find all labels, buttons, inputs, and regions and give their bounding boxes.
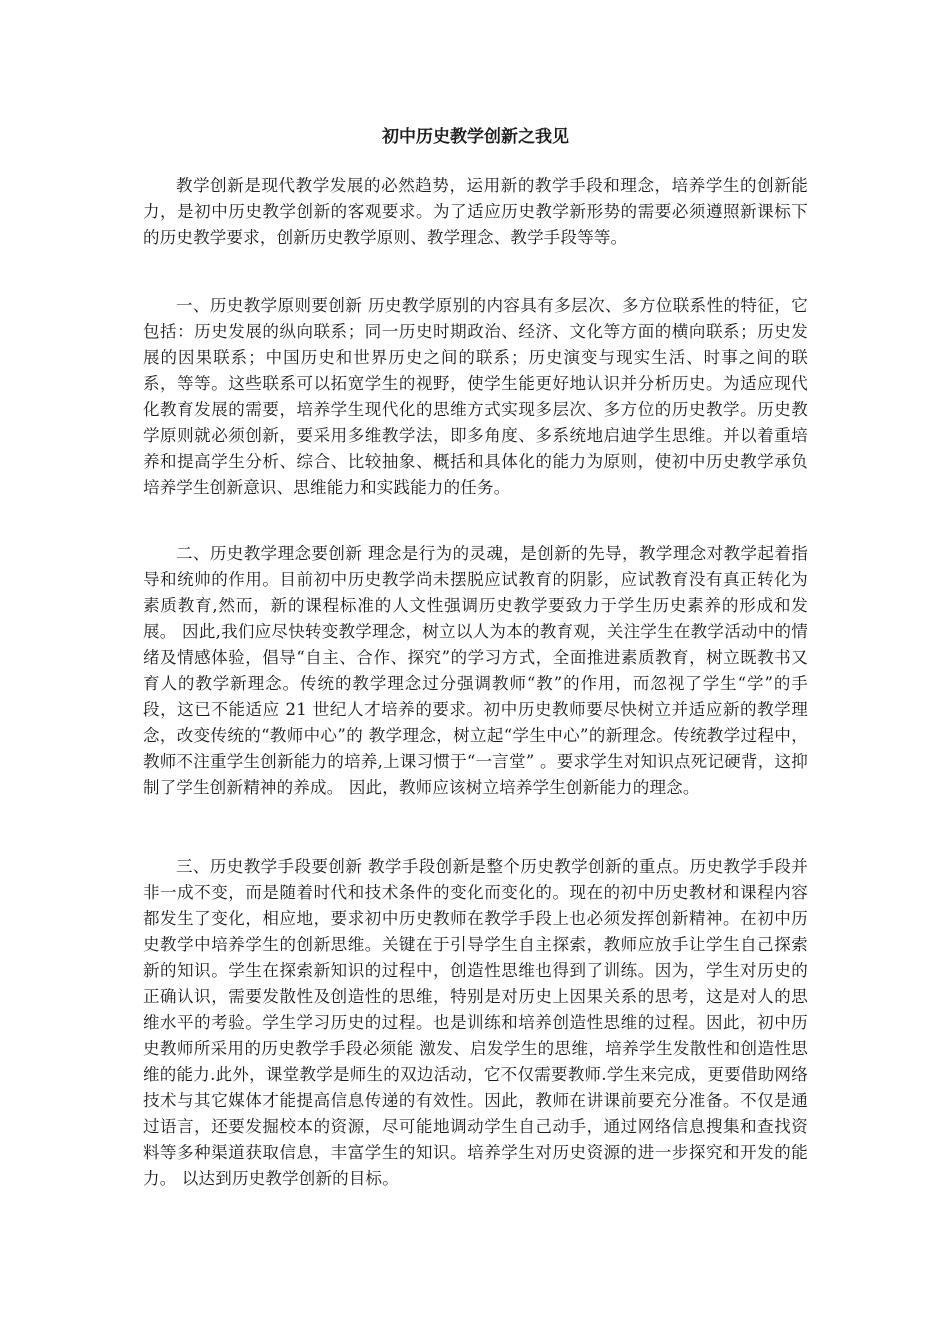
section-three-paragraph: 三、历史教学手段要创新 教学手段创新是整个历史教学创新的重点。历史教学手段并非一成不变，而是随着时代和技术条件的变化而变化的。现在的初中历史教材和课程内容都发生了变化，相应地，要求初中历史教师在教学手段上也必须发挥创新精神。在初中历史教学中培养学生的创新思维。关键在于引导学生自主探索，教师应放手让学生自己探索新的知识。学生在探索新知识的过程中，创造性思维也得到了训练。因为，学生对历史的正确认识，需要发散性及创造性的思维，特别是对历史上因果关系的思考，这是对人的思维水平的考验。学生学习历史的过程。也是训练和培养创造性思维的过程。因此，初中历史教师所采用的历史教学手段必须能 激发、启发学生的思维，培养学生发散性和创造性思维的能力.此外，课堂教学是师生的双边活动，它不仅需要教师.学生来完成，更要借助网络技术与其它媒体才能提高信息传递的有效性。因此，教师在讲课前要充分准备。不仅是通过语言，还要发掘校本的资源，尽可能地调动学生自己动手，通过网络信息搜集和查找资料等多种渠道获取信息，丰富学生的知识。培养学生对历史资源的进一步探究和开发的能力。 以达到历史教学创新的目标。: [143, 857, 808, 1188]
document-title: 初中历史教学创新之我见: [382, 127, 569, 147]
section-two-paragraph: 二、历史教学理念要创新 理念是行为的灵魂，是创新的先导，教学理念对教学起着指导和统帅的作用。目前初中历史教学尚未摆脱应试教育的阴影，应试教育没有真正转化为素质教育,然而，新的课程标准的人文性强调历史教学要致力于学生历史素养的形成和发展。 因此,我们应尽快转变教学理念，树立以人为本的教育观，关注学生在教学活动中的情绪及情感体验，倡导“自主、合作、探究”的学习方式，全面推进素质教育，树立既教书又育人的教学新理念。传统的教学理念过分强调教师“教”的作用，而忽视了学生“学”的手段，这已不能适应 21 世纪人才培养的要求。初中历史教师要尽快树立并适应新的教学理念，改变传统的“教师中心”的 教学理念，树立起“学生中心”的新理念。传统教学过程中，教师不注重学生创新能力的培养,上课习惯于“一言堂” 。要求学生对知识点死记硬背，这抑制了学生创新精神的养成。 因此，教师应该树立培养学生创新能力的理念。: [143, 544, 808, 797]
section-one-paragraph: 一、历史教学原则要创新 历史教学原别的内容具有多层次、多方位联系性的特征，它包括：历史发展的纵向联系；同一历史时期政治、经济、文化等方面的横向联系；历史发展的因果联系；中国历史和世界历史之间的联系；历史演变与现实生活、时事之间的联系，等等。这些联系可以拓宽学生的视野，使学生能更好地认识并分析历史。为适应现代化教育发展的需要，培养学生现代化的思维方式实现多层次、多方位的历史教学。历史教学原则就必须创新，要采用多维教学法，即多角度、多系统地启迪学生思维。并以着重培养和提高学生分析、综合、比较抽象、概括和具体化的能力为原则，使初中历史教学承负培养学生创新意识、思维能力和实践能力的任务。: [143, 296, 808, 497]
intro-paragraph: 教学创新是现代教学发展的必然趋势，运用新的教学手段和理念，培养学生的创新能力，是初中历史教学创新的客观要求。为了适应历史教学新形势的需要必须遵照新课标下的历史教学要求，创新历史教学原则、教学理念、教学手段等等。: [143, 176, 808, 247]
